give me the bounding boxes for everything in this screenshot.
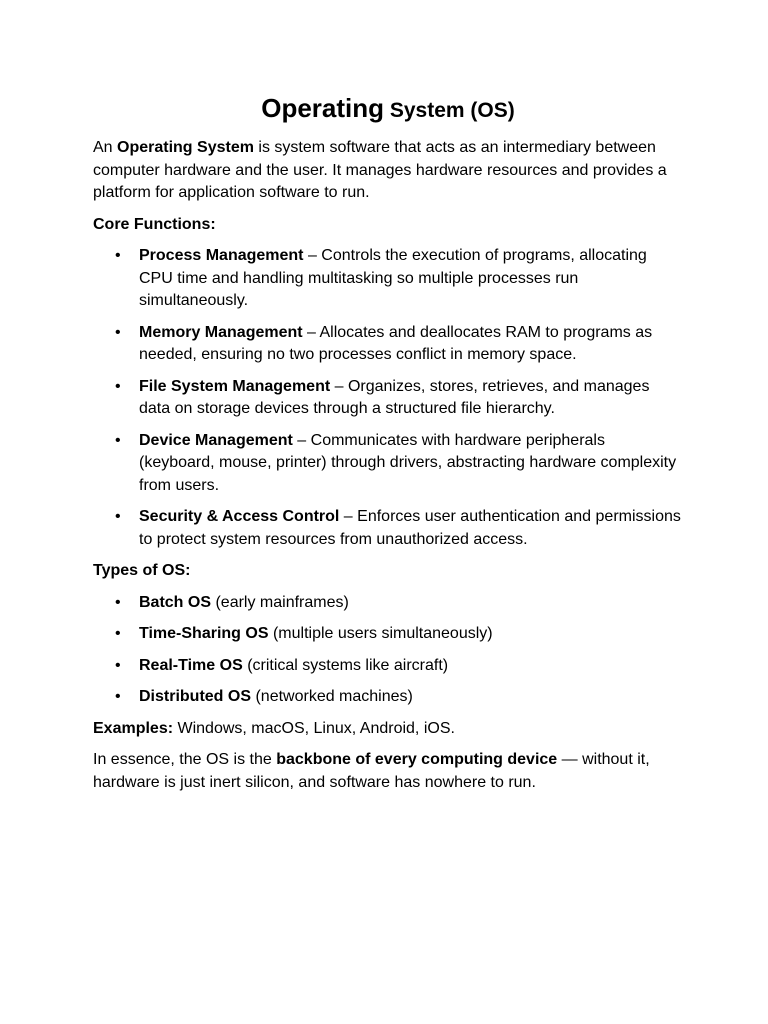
examples-label: Examples: bbox=[93, 719, 174, 737]
conclusion-paragraph bbox=[93, 749, 683, 794]
title-part-system-os: System (OS) bbox=[384, 99, 515, 122]
core-functions-heading: Core Functions: bbox=[93, 215, 216, 233]
core-functions-list bbox=[93, 245, 683, 551]
list-item bbox=[93, 430, 683, 498]
list-item bbox=[93, 322, 683, 367]
conclusion-bold: backbone of every computing device bbox=[276, 751, 558, 768]
list-item-term: Memory Management bbox=[139, 323, 303, 341]
list-item-term: Time-Sharing OS bbox=[139, 625, 269, 642]
list-item bbox=[93, 655, 683, 678]
title-part-operating: Operating bbox=[261, 93, 385, 123]
examples-text: Windows, macOS, Linux, Android, iOS. bbox=[173, 719, 455, 737]
list-item bbox=[93, 623, 683, 646]
intro-paragraph bbox=[93, 137, 683, 205]
bullet-icon: • bbox=[115, 377, 121, 395]
list-item-text: (early mainframes) bbox=[211, 593, 349, 611]
intro-after: is system software that acts as an intermediary between computer hardware and the user. It manages hardware resources and provides a platform for application software to run. bbox=[93, 139, 667, 201]
bullet-icon: • bbox=[115, 656, 121, 674]
bullet-icon: • bbox=[115, 431, 121, 449]
list-item-term: Security & Access Control bbox=[139, 508, 340, 525]
bullet-icon: • bbox=[115, 593, 121, 611]
list-item bbox=[93, 506, 683, 551]
list-item bbox=[93, 376, 683, 421]
list-item-text: – Allocates and deallocates RAM to programs as needed, ensuring no two processes conflict in memory space. bbox=[139, 323, 653, 363]
list-item-text: (networked machines) bbox=[251, 688, 413, 705]
bullet-icon: • bbox=[115, 688, 121, 705]
list-item-term: Device Management bbox=[139, 431, 293, 449]
list-item-text: – Communicates with hardware peripherals (keyboard, mouse, printer) through drivers, abstracting hardware complexity from users. bbox=[139, 431, 677, 494]
bullet-icon: • bbox=[115, 323, 121, 341]
bullet-icon: • bbox=[115, 247, 121, 264]
list-item-term: File System Management bbox=[139, 377, 331, 395]
types-heading: Types of OS: bbox=[93, 562, 191, 579]
bullet-icon: • bbox=[115, 508, 121, 525]
list-item-text: – Controls the execution of programs, allocating CPU time and handling multitasking so multiple processes run simultaneously. bbox=[139, 247, 647, 309]
conclusion-before: In essence, the OS is the bbox=[93, 751, 277, 768]
list-item-term: Batch OS bbox=[139, 593, 212, 611]
document-page bbox=[93, 90, 683, 803]
intro-before: An bbox=[93, 139, 118, 156]
intro-bold-term: Operating System bbox=[117, 139, 254, 156]
types-list bbox=[93, 592, 683, 709]
examples-paragraph bbox=[93, 718, 683, 741]
list-item bbox=[93, 245, 683, 313]
list-item-text: – Enforces user authentication and permissions to protect system resources from unauthorized access. bbox=[139, 508, 681, 548]
conclusion-after: — without it, hardware is just inert silicon, and software has nowhere to run. bbox=[93, 751, 650, 791]
bullet-icon: • bbox=[115, 625, 121, 642]
list-item-term: Process Management bbox=[139, 247, 304, 264]
list-item-text: (critical systems like aircraft) bbox=[242, 656, 449, 674]
list-item bbox=[93, 686, 683, 709]
document-title bbox=[93, 90, 683, 127]
list-item-term: Real-Time OS bbox=[139, 656, 243, 674]
list-item bbox=[93, 592, 683, 615]
list-item-text: – Organizes, stores, retrieves, and manages data on storage devices through a structured file hierarchy. bbox=[139, 377, 650, 417]
list-item-text: (multiple users simultaneously) bbox=[268, 625, 493, 642]
list-item-term: Distributed OS bbox=[139, 688, 252, 705]
